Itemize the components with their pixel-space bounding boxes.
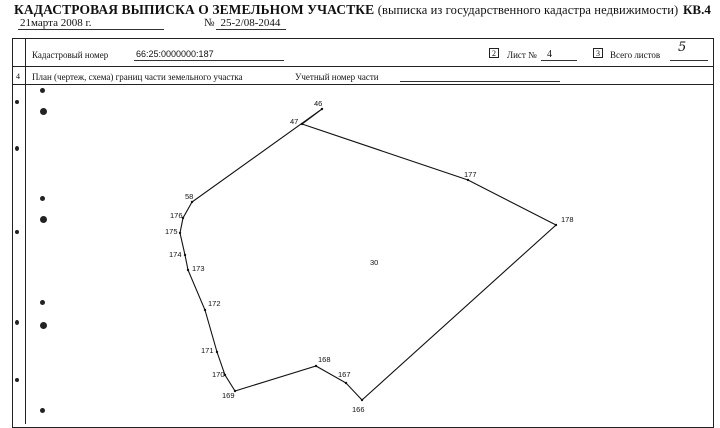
boundary-point (321, 108, 323, 110)
plan-label: План (чертеж, схема) границ части земельного участка (32, 72, 243, 82)
cadastral-number-value: 66:25:0000000:187 (136, 49, 214, 59)
land-plot-boundary (180, 109, 556, 400)
total-sheets-label: Всего листов (610, 50, 661, 60)
form-code: КВ.4 (683, 2, 711, 17)
number-value: 25-2/08-2044 (220, 17, 281, 29)
plot-area-label: 30 (370, 258, 379, 267)
boundary-point-label: 176 (170, 211, 183, 220)
boundary-point-label: 177 (464, 170, 477, 179)
boundary-point (216, 351, 218, 353)
boundary-point-label: 58 (185, 192, 194, 201)
boundary-point (191, 201, 193, 203)
boundary-point (187, 269, 189, 271)
boundary-point (345, 382, 347, 384)
boundary-point-label: 167 (338, 370, 351, 379)
number-sign: № (204, 17, 215, 29)
left-box-number: 4 (16, 72, 20, 81)
boundary-point-label: 46 (314, 99, 323, 108)
sheet-label: Лист № (507, 50, 537, 60)
boundary-point-label: 47 (290, 117, 299, 126)
boundary-point-label: 166 (352, 405, 365, 414)
sheet-box: 2 (489, 48, 499, 58)
boundary-point (315, 365, 317, 367)
boundary-point-label: 171 (201, 346, 214, 355)
document-title-main: КАДАСТРОВАЯ ВЫПИСКА О ЗЕМЕЛЬНОМ УЧАСТКЕ (14, 2, 375, 17)
boundary-point-label: 169 (222, 391, 235, 400)
boundary-point (467, 179, 469, 181)
cadastral-number-label: Кадастровый номер (32, 50, 109, 60)
document-title-subtitle: (выписка из государственного кадастра недвижимости) (377, 3, 679, 17)
sheet-value: 4 (547, 49, 552, 60)
total-box: 3 (593, 48, 603, 58)
boundary-point (301, 123, 303, 125)
total-sheets-value: 5 (678, 40, 687, 55)
boundary-point (179, 232, 181, 234)
boundary-point-label: 168 (318, 355, 331, 364)
boundary-point (184, 254, 186, 256)
boundary-point-label: 170 (212, 370, 225, 379)
document-date: 21марта 2008 г. (20, 17, 92, 29)
boundary-point-label: 174 (169, 250, 182, 259)
boundary-point-label: 173 (192, 264, 205, 273)
boundary-point-label: 175 (165, 227, 178, 236)
boundary-point-label: 178 (561, 215, 574, 224)
boundary-point (555, 224, 557, 226)
boundary-point-label: 172 (208, 299, 221, 308)
account-number-label: Учетный номер части (295, 72, 379, 82)
boundary-point (361, 399, 363, 401)
boundary-point (204, 309, 206, 311)
